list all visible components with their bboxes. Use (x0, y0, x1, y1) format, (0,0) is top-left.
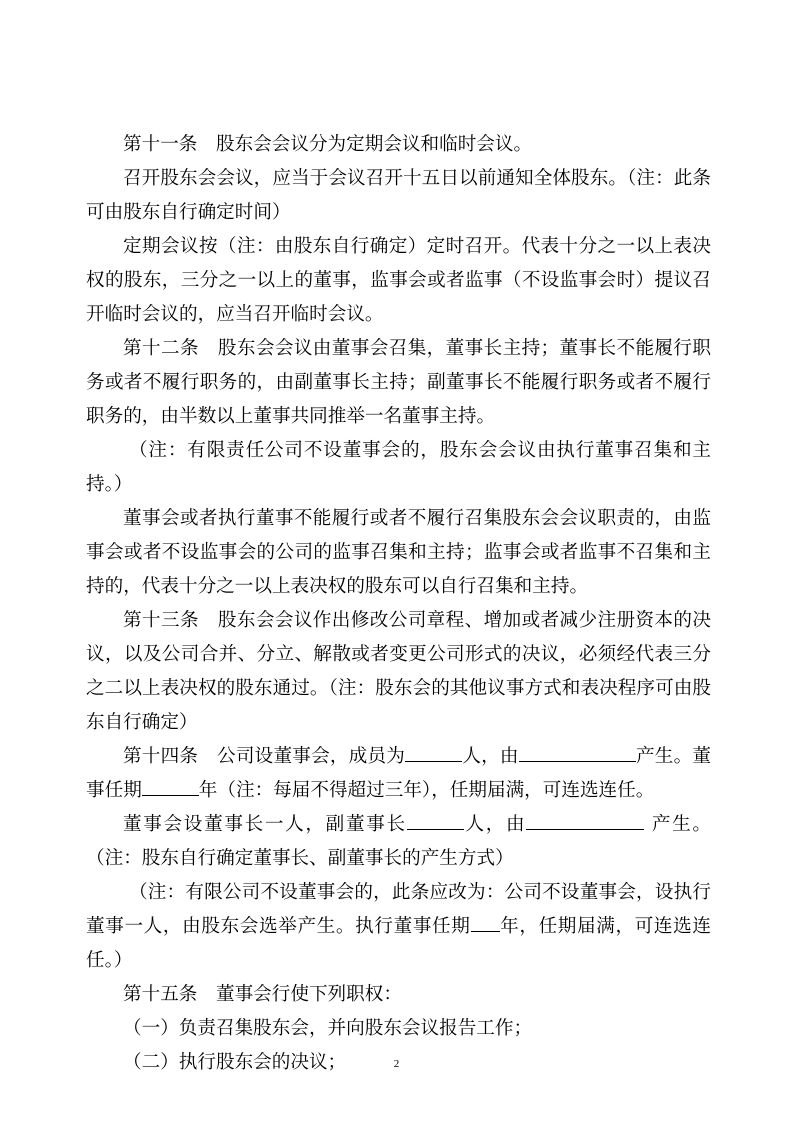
vice-chairman-count-blank (407, 809, 464, 830)
article-14-text-2: 人，由 (462, 746, 519, 767)
chairman-text-1: 董事会设董事长一人，副董事长 (123, 814, 407, 835)
executive-term-blank (471, 911, 500, 932)
article-13-paragraph: 第十三条 股东会会议作出修改公司章程、增加或者减少注册资本的决议，以及公司合并、分立、解散或者变更公司形式的决议，必须经代表三分之二以上表决权的股东通过。（注：股东会的其他议事方式和表决程序可由股东自行确定） (86, 610, 711, 733)
board-election-blank (519, 741, 636, 762)
article-14-text-3: 产生。董事任期 (86, 746, 711, 801)
chairman-election-blank (526, 809, 644, 830)
note-no-board-paragraph: （注：有限责任公司不设董事会的，股东会会议由执行董事召集和主持。） (86, 440, 711, 495)
article-14-paragraph (86, 740, 711, 808)
board-members-blank (405, 741, 462, 762)
article-14-text-1: 第十四条 公司设董事会，成员为 (123, 746, 406, 767)
article-12-paragraph: 第十二条 股东会会议由董事会召集，董事长主持；董事长不能履行职务或者不履行职务的，由副董事长主持；副董事长不能履行职务或者不履行职务的，由半数以上董事共同推举一名董事主持。 (86, 338, 711, 427)
regular-meeting-paragraph: 定期会议按（注：由股东自行确定）定时召开。代表十分之一以上表决权的股东，三分之一以上的董事，监事会或者监事（不设监事会时）提议召开临时会议的，应当召开临时会议。 (86, 236, 711, 325)
document-body (86, 128, 711, 1080)
executive-director-note-paragraph (86, 876, 711, 978)
chairman-paragraph (86, 808, 711, 876)
article-14-text-4: 年（注：每届不得超过三年），任期届满，可连选连任。 (198, 780, 655, 801)
chairman-text-3: 产生。（注：股东自行确定董事长、副董事长的产生方式） (86, 814, 711, 869)
meeting-notice-paragraph: 召开股东会会议，应当于会议召开十五日以前通知全体股东。（注：此条可由股东自行确定时间） (86, 168, 711, 223)
executive-director-text-2: 年，任期届满，可连选连任。） (86, 916, 711, 971)
convening-duty-paragraph: 董事会或者执行董事不能履行或者不履行召集股东会会议职责的，由监事会或者不设监事会的公司的监事召集和主持；监事会或者监事不召集和主持的，代表十分之一以上表决权的股东可以自行召集和主持。 (86, 508, 711, 597)
executive-director-text-1: （注：有限公司不设董事会的，此条应改为：公司不设董事会，设执行董事一人，由股东会选举产生。执行董事任期 (86, 882, 711, 937)
director-term-blank (142, 775, 199, 796)
article-11-paragraph: 第十一条 股东会会议分为定期会议和临时会议。 (123, 134, 533, 155)
page-number: 2 (393, 1058, 400, 1070)
chairman-text-2: 人，由 (463, 814, 527, 835)
power-item-1: （一）负责召集股东会，并向股东会议报告工作； (123, 1018, 533, 1039)
power-item-2: （二）执行股东会的决议； (123, 1052, 347, 1073)
article-15-paragraph: 第十五条 董事会行使下列职权： (123, 984, 402, 1005)
